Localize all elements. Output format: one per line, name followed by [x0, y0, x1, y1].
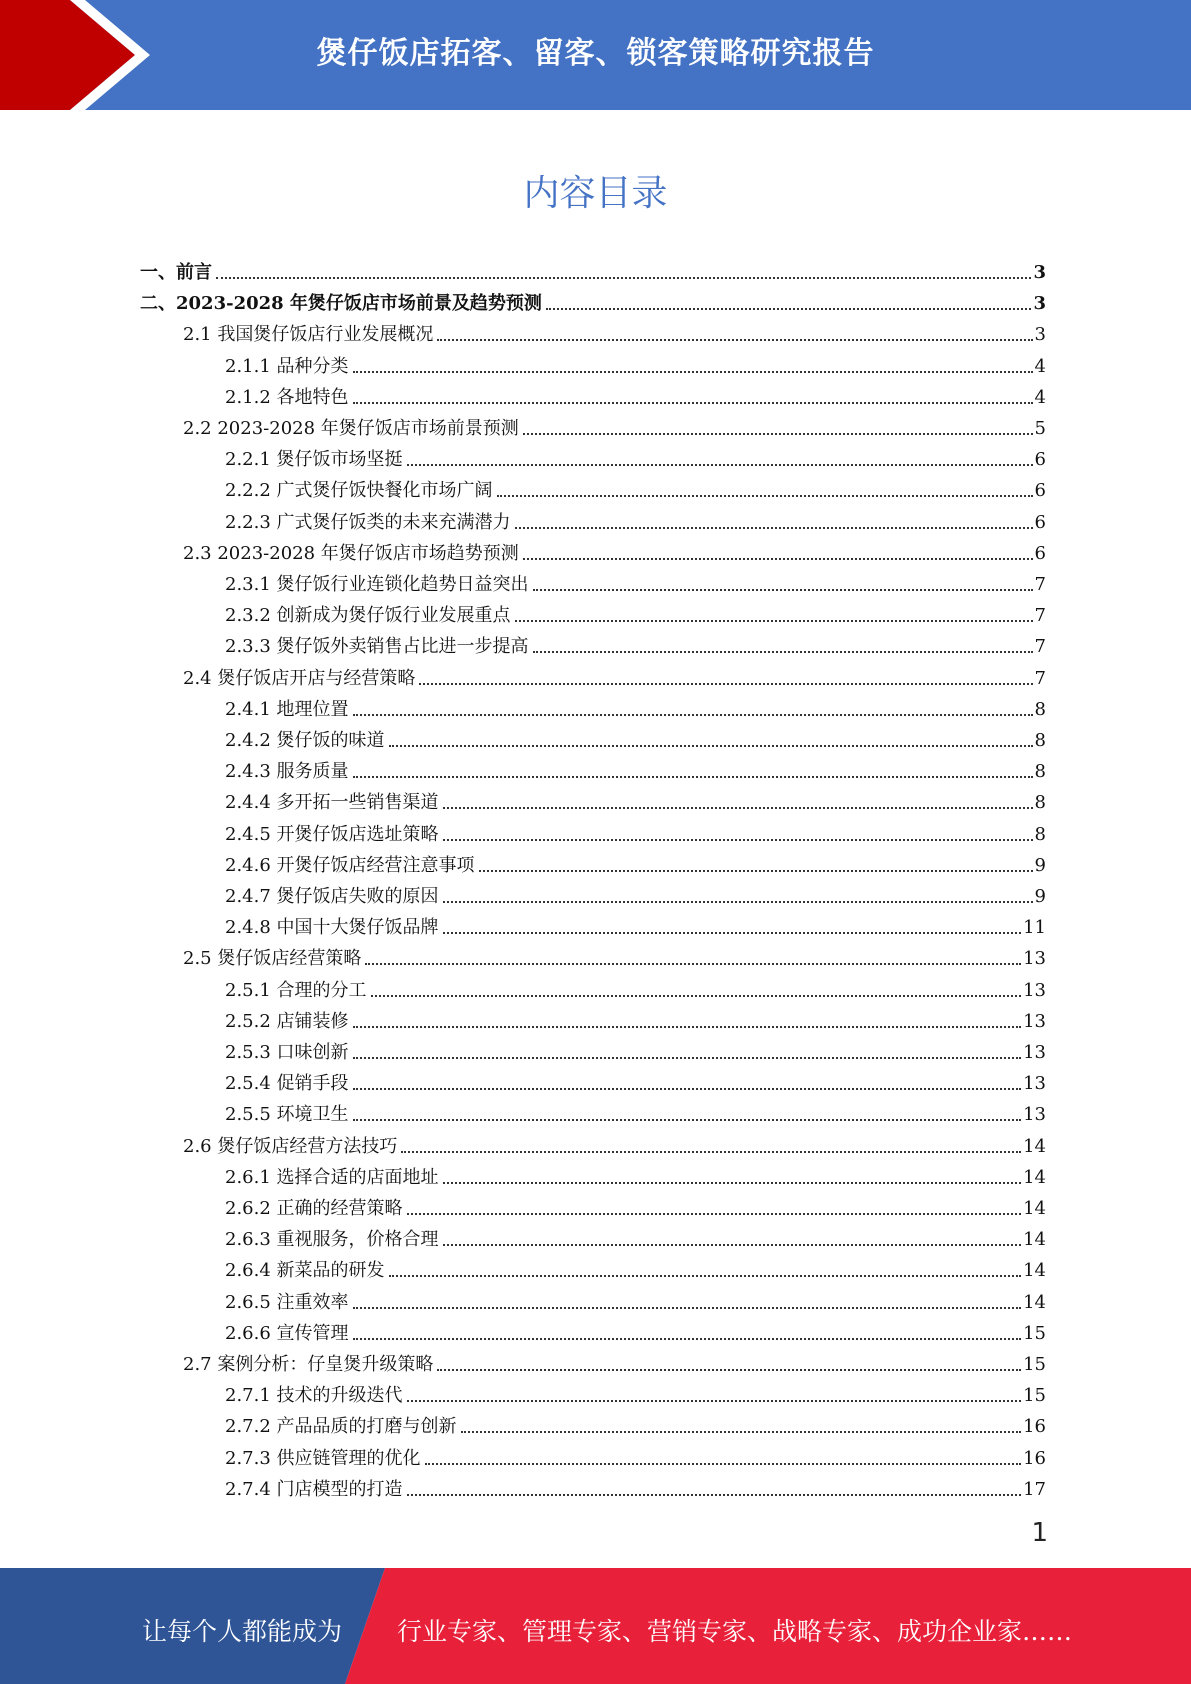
- footer-slogan-left: 让每个人都能成为: [142, 1617, 343, 1646]
- toc-entry[interactable]: [183, 534, 1046, 565]
- toc-leader-dots: [546, 307, 1032, 310]
- toc-entry[interactable]: [225, 378, 1046, 409]
- toc-leader-dots: [389, 1274, 1022, 1277]
- toc-entry[interactable]: [225, 877, 1046, 908]
- toc-entry[interactable]: [225, 1251, 1046, 1282]
- toc-leader-dots: [353, 1087, 1022, 1090]
- toc-entry[interactable]: [225, 1220, 1046, 1251]
- toc-entry-label: 2.3 2023-2028 年煲仔饭店市场趋势预测: [183, 542, 519, 564]
- toc-entry-label: 2.7.1 技术的升级迭代: [225, 1385, 403, 1407]
- toc-leader-dots: [443, 1181, 1022, 1184]
- toc-entry[interactable]: [225, 1189, 1046, 1220]
- toc-leader-dots: [523, 432, 1033, 435]
- toc-leader-dots: [389, 744, 1033, 747]
- toc-entry-page: 8: [1034, 730, 1046, 751]
- toc-entry[interactable]: [225, 627, 1046, 658]
- toc-leader-dots: [353, 1337, 1022, 1340]
- toc-leader-dots: [419, 682, 1032, 685]
- toc-entry-label: 2.7.4 门店模型的打造: [225, 1478, 403, 1500]
- toc-entry-label: 2.1.1 品种分类: [225, 355, 349, 377]
- toc-entry[interactable]: [225, 908, 1046, 939]
- toc-entry[interactable]: [225, 596, 1046, 627]
- toc-entry-label: 2.3.2 创新成为煲仔饭行业发展重点: [225, 605, 511, 627]
- toc-leader-dots: [401, 1150, 1021, 1153]
- toc-entry[interactable]: [140, 253, 1046, 284]
- toc-entry-label: 2.4.1 地理位置: [225, 698, 349, 720]
- toc-leader-dots: [515, 619, 1033, 622]
- toc-leader-dots: [353, 1056, 1022, 1059]
- toc-leader-dots: [407, 1493, 1022, 1496]
- toc-leader-dots: [437, 338, 1032, 341]
- toc-entry-label: 2.5.4 促销手段: [225, 1073, 349, 1095]
- toc-leader-dots: [425, 1462, 1022, 1465]
- toc-entry-page: 17: [1023, 1478, 1046, 1500]
- toc-entry-page: 3: [1033, 293, 1046, 315]
- toc-leader-dots: [353, 1306, 1022, 1309]
- toc-entry-label: 2.4.3 服务质量: [225, 761, 349, 783]
- toc-entry-page: 16: [1023, 1447, 1046, 1469]
- toc-entry-label: 2.4.6 开煲仔饭店经营注意事项: [225, 854, 475, 876]
- toc-heading: 内容目录: [523, 173, 668, 214]
- toc-entry[interactable]: [225, 1314, 1046, 1345]
- toc-entry-label: 2.4.5 开煲仔饭店选址策略: [225, 823, 439, 845]
- toc-entry[interactable]: [183, 659, 1046, 690]
- toc-entry[interactable]: [225, 815, 1046, 846]
- page-number: 1: [1031, 1518, 1048, 1548]
- toc-entry-page: 6: [1034, 542, 1046, 564]
- toc-entry-page: 15: [1023, 1385, 1046, 1407]
- toc-entry-label: 2.6.4 新菜品的研发: [225, 1260, 385, 1282]
- toc-leader-dots: [407, 463, 1033, 466]
- toc-entry-page: 14: [1023, 1260, 1046, 1282]
- toc-entry-page: 13: [1023, 1073, 1046, 1095]
- toc-entry[interactable]: [225, 1470, 1046, 1501]
- toc-entry-label: 2.5.2 店铺装修: [225, 1010, 349, 1032]
- toc-leader-dots: [353, 1118, 1022, 1121]
- toc-entry-page: 13: [1023, 1104, 1046, 1126]
- toc-leader-dots: [407, 1399, 1022, 1402]
- toc-entry[interactable]: [183, 315, 1046, 346]
- toc-entry[interactable]: [225, 1095, 1046, 1126]
- toc-entry-page: 4: [1034, 355, 1046, 377]
- toc-entry-label: 2.4.2 煲仔饭的味道: [225, 730, 385, 751]
- toc-entry-label: 2.6.6 宣传管理: [225, 1322, 349, 1344]
- toc-entry-page: 7: [1034, 574, 1046, 595]
- toc-entry-label: 2.7 案例分析：仔皇煲升级策略: [183, 1354, 434, 1375]
- toc-entry-label: 2.6.3 重视服务，价格合理: [225, 1229, 439, 1251]
- toc-entry-page: 14: [1023, 1135, 1046, 1157]
- page-header: [0, 0, 1191, 110]
- toc-leader-dots: [365, 962, 1021, 965]
- toc-entry[interactable]: [225, 690, 1046, 721]
- toc-entry-label: 2.2 2023-2028 年煲仔饭店市场前景预测: [183, 418, 519, 439]
- toc-entry-page: 14: [1023, 1229, 1046, 1251]
- toc-entry-label: 2.1 我国煲仔饭店行业发展概况: [183, 324, 434, 346]
- toc-leader-dots: [353, 370, 1033, 373]
- toc-entry-label: 2.6.2 正确的经营策略: [225, 1198, 403, 1219]
- toc-leader-dots: [523, 557, 1033, 560]
- toc-entry-page: 8: [1034, 761, 1046, 783]
- toc-entry-label: 二、2023-2028 年煲仔饭店市场前景及趋势预测: [140, 293, 542, 315]
- toc-entry-page: 6: [1034, 480, 1046, 502]
- toc-entry-label: 一、前言: [140, 262, 212, 283]
- toc-leader-dots: [443, 806, 1033, 809]
- toc-entry-label: 2.5 煲仔饭店经营策略: [183, 948, 362, 970]
- toc-entry-label: 2.6.1 选择合适的店面地址: [225, 1166, 439, 1188]
- toc-leader-dots: [443, 931, 1022, 934]
- toc-entry-page: 13: [1023, 1010, 1046, 1032]
- toc-entry[interactable]: [183, 409, 1046, 440]
- toc-entry[interactable]: [225, 471, 1046, 502]
- toc-entry[interactable]: [225, 846, 1046, 877]
- toc-leader-dots: [533, 650, 1033, 653]
- toc-entry-page: 5: [1034, 418, 1046, 439]
- page-footer: [0, 1568, 1191, 1684]
- toc-entry[interactable]: [183, 1345, 1046, 1376]
- toc-entry-page: 8: [1034, 698, 1046, 720]
- toc-entry[interactable]: [225, 1439, 1046, 1470]
- report-title: 煲仔饭店拓客、留客、锁客策略研究报告: [316, 36, 875, 71]
- toc-entry-page: 9: [1034, 886, 1046, 907]
- toc-entry-page: 11: [1023, 917, 1046, 939]
- toc-leader-dots: [533, 588, 1033, 591]
- toc-entry-label: 2.2.2 广式煲仔饭快餐化市场广阔: [225, 480, 493, 502]
- toc-entry[interactable]: [225, 783, 1046, 814]
- toc-entry-label: 2.4 煲仔饭店开店与经营策略: [183, 667, 416, 689]
- toc-entry[interactable]: [225, 1064, 1046, 1095]
- toc-entry-page: 16: [1023, 1416, 1046, 1438]
- toc-entry-label: 2.5.3 口味创新: [225, 1042, 349, 1063]
- toc-entry[interactable]: [225, 752, 1046, 783]
- toc-entry-page: 14: [1023, 1166, 1046, 1188]
- toc-entry[interactable]: [225, 1376, 1046, 1407]
- toc-leader-dots: [515, 526, 1033, 529]
- toc-entry-label: 2.1.2 各地特色: [225, 386, 349, 408]
- toc-entry-page: 7: [1034, 667, 1046, 689]
- toc-entry-page: 13: [1023, 1042, 1046, 1063]
- toc-entry-page: 15: [1023, 1354, 1046, 1375]
- toc-entry-label: 2.4.4 多开拓一些销售渠道: [225, 792, 439, 814]
- toc-entry-page: 15: [1023, 1322, 1046, 1344]
- toc-entry-page: 14: [1023, 1291, 1046, 1313]
- toc-leader-dots: [353, 713, 1033, 716]
- toc-entry[interactable]: [183, 1127, 1046, 1158]
- toc-leader-dots: [216, 276, 1031, 279]
- toc-entry-label: 2.5.1 合理的分工: [225, 979, 367, 1001]
- toc-entry-label: 2.7.3 供应链管理的优化: [225, 1447, 421, 1469]
- toc-entry[interactable]: [225, 1407, 1046, 1438]
- toc-leader-dots: [353, 775, 1033, 778]
- toc-leader-dots: [371, 994, 1022, 997]
- toc-entry-label: 2.2.1 煲仔饭市场坚挺: [225, 449, 403, 471]
- toc-entry-label: 2.2.3 广式煲仔饭类的未来充满潜力: [225, 511, 511, 533]
- toc-entry-page: 4: [1034, 386, 1046, 408]
- toc-entry-page: 6: [1034, 511, 1046, 533]
- toc-leader-dots: [479, 869, 1033, 872]
- toc-entry[interactable]: [225, 1033, 1046, 1064]
- toc-entry[interactable]: [225, 347, 1046, 378]
- toc-entry-page: 6: [1034, 449, 1046, 471]
- toc-entry-label: 2.3.1 煲仔饭行业连锁化趋势日益突出: [225, 574, 529, 595]
- toc-entry-page: 7: [1034, 605, 1046, 627]
- toc-entry-page: 7: [1034, 636, 1046, 658]
- toc-leader-dots: [443, 838, 1033, 841]
- toc-leader-dots: [443, 1243, 1022, 1246]
- toc-entry-label: 2.6.5 注重效率: [225, 1291, 349, 1313]
- toc-leader-dots: [353, 401, 1033, 404]
- toc-leader-dots: [497, 494, 1033, 497]
- toc-entry-label: 2.4.7 煲仔饭店失败的原因: [225, 886, 439, 907]
- toc-entry[interactable]: [225, 1158, 1046, 1189]
- toc-entry[interactable]: [225, 1002, 1046, 1033]
- footer-slogan-right: 行业专家、管理专家、营销专家、战略专家、成功企业家……: [397, 1617, 1073, 1646]
- toc-entry[interactable]: [183, 939, 1046, 970]
- toc-entry[interactable]: [225, 971, 1046, 1002]
- toc-entry[interactable]: [225, 503, 1046, 534]
- toc-entry-label: 2.4.8 中国十大煲仔饭品牌: [225, 917, 439, 939]
- toc-entry[interactable]: [225, 1283, 1046, 1314]
- toc-entry-page: 3: [1034, 324, 1046, 346]
- toc-entry-page: 8: [1034, 823, 1046, 845]
- toc-entry[interactable]: [140, 284, 1046, 315]
- toc-entry[interactable]: [225, 565, 1046, 596]
- toc-leader-dots: [461, 1430, 1022, 1433]
- toc-entry-page: 3: [1033, 262, 1046, 283]
- toc-entry-page: 13: [1023, 979, 1046, 1001]
- toc-entry[interactable]: [225, 440, 1046, 471]
- toc-entry-page: 14: [1023, 1198, 1046, 1219]
- toc-entry-label: 2.6 煲仔饭店经营方法技巧: [183, 1135, 398, 1157]
- toc-entry-page: 9: [1034, 854, 1046, 876]
- toc-entry-page: 13: [1023, 948, 1046, 970]
- toc-entry-page: 8: [1034, 792, 1046, 814]
- toc-leader-dots: [443, 900, 1033, 903]
- toc-leader-dots: [353, 1025, 1022, 1028]
- toc-entry-label: 2.5.5 环境卫生: [225, 1104, 349, 1126]
- toc-entry[interactable]: [225, 721, 1046, 752]
- toc-entry-label: 2.3.3 煲仔饭外卖销售占比进一步提高: [225, 636, 529, 658]
- toc-entry-label: 2.7.2 产品品质的打磨与创新: [225, 1416, 457, 1438]
- toc-leader-dots: [407, 1212, 1022, 1215]
- toc-leader-dots: [437, 1368, 1021, 1371]
